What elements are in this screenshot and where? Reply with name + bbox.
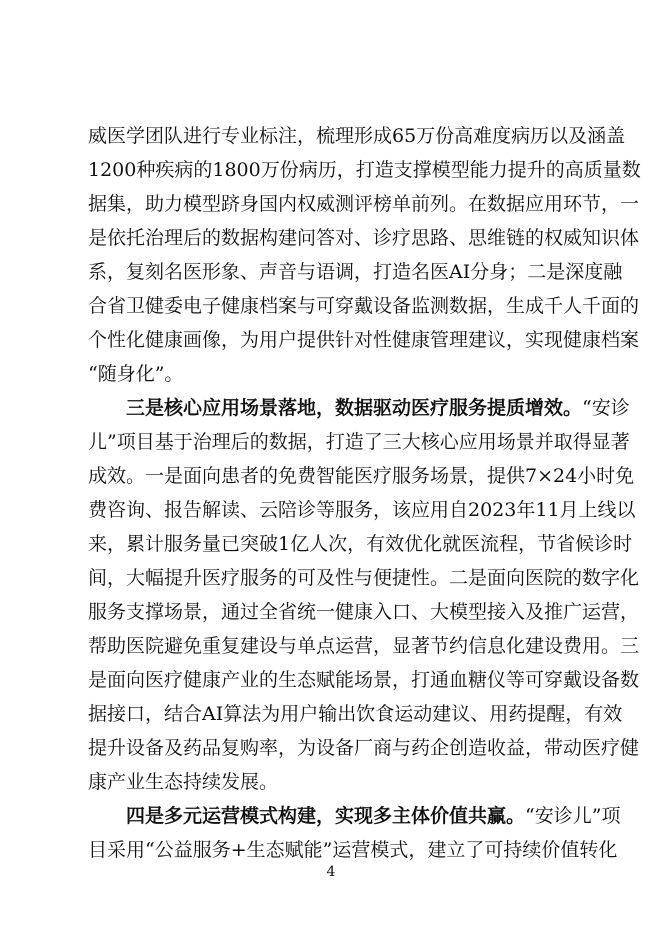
paragraph-1-line-5: 系，复刻名医形象、声音与语调，打造名医AI分身；二是深度融	[88, 261, 623, 283]
paragraph-2-line-8: 帮助医院避免重复建设与单点运营，显著节约信息化建设费用。三	[88, 635, 640, 657]
paragraph-2-line-2: 儿”项目基于治理后的数据，打造了三大核心应用场景并取得显著	[88, 431, 630, 453]
paragraph-1-line-3: 据集，助力模型跻身国内权威测评榜单前列。在数据应用环节，一	[88, 193, 640, 215]
paragraph-2-line-5: 来，累计服务量已突破1亿人次，有效优化就医流程，节省候诊时	[88, 533, 633, 555]
paragraph-2-line-11: 提升设备及药品复购率，为设备厂商与药企创造收益，带动医疗健	[88, 737, 640, 759]
paragraph-2-line-1-text: “安诊	[582, 397, 630, 419]
paragraph-2-line-6: 间，大幅提升医疗服务的可及性与便捷性。二是面向医院的数字化	[88, 567, 640, 589]
paragraph-1-line-2: 1200种疾病的1800万份病历，打造支撑模型能力提升的高质量数	[88, 159, 641, 181]
paragraph-2-line-7: 服务支撑场景，通过全省统一健康入口、大模型接入及推广运营，	[88, 601, 640, 623]
paragraph-2-heading: 三是核心应用场景落地，数据驱动医疗服务提质增效。	[126, 397, 583, 419]
paragraph-2-line-3: 成效。一是面向患者的免费智能医疗服务场景，提供7×24小时免	[88, 465, 635, 487]
paragraph-2-line-12: 康产业生态持续发展。	[88, 771, 279, 793]
page-number: 4	[326, 864, 336, 880]
paragraph-1-line-7: 个性化健康画像，为用户提供针对性健康管理建议，实现健康档案	[88, 329, 640, 351]
paragraph-3-line-1-text: “安诊儿”项	[525, 805, 621, 827]
paragraph-2-line-4: 费咨询、报告解读、云陪诊等服务，该应用自2023年11月上线以	[88, 499, 636, 521]
paragraph-3-line-1	[126, 803, 621, 829]
paragraph-2-line-1	[126, 395, 630, 421]
paragraph-1-line-6: 合省卫健委电子健康档案与可穿戴设备监测数据，生成千人千面的	[88, 295, 640, 317]
paragraph-3-heading: 四是多元运营模式构建，实现多主体价值共赢。	[126, 805, 526, 827]
paragraph-2-line-10: 据接口，结合AI算法为用户输出饮食运动建议、用药提醒，有效	[88, 703, 623, 725]
paragraph-2-line-9: 是面向医疗健康产业的生态赋能场景，打通血糖仪等可穿戴设备数	[88, 669, 640, 691]
paragraph-1-line-8: “随身化”。	[88, 363, 184, 385]
paragraph-3-line-2: 目采用“公益服务+生态赋能”运营模式，建立了可持续价值转化	[88, 839, 618, 861]
paragraph-1-line-4: 是依托治理后的数据构建问答对、诊疗思路、思维链的权威知识体	[88, 227, 640, 249]
paragraph-1-line-1: 威医学团队进行专业标注，梳理形成65万份高难度病历以及涵盖	[88, 125, 626, 147]
